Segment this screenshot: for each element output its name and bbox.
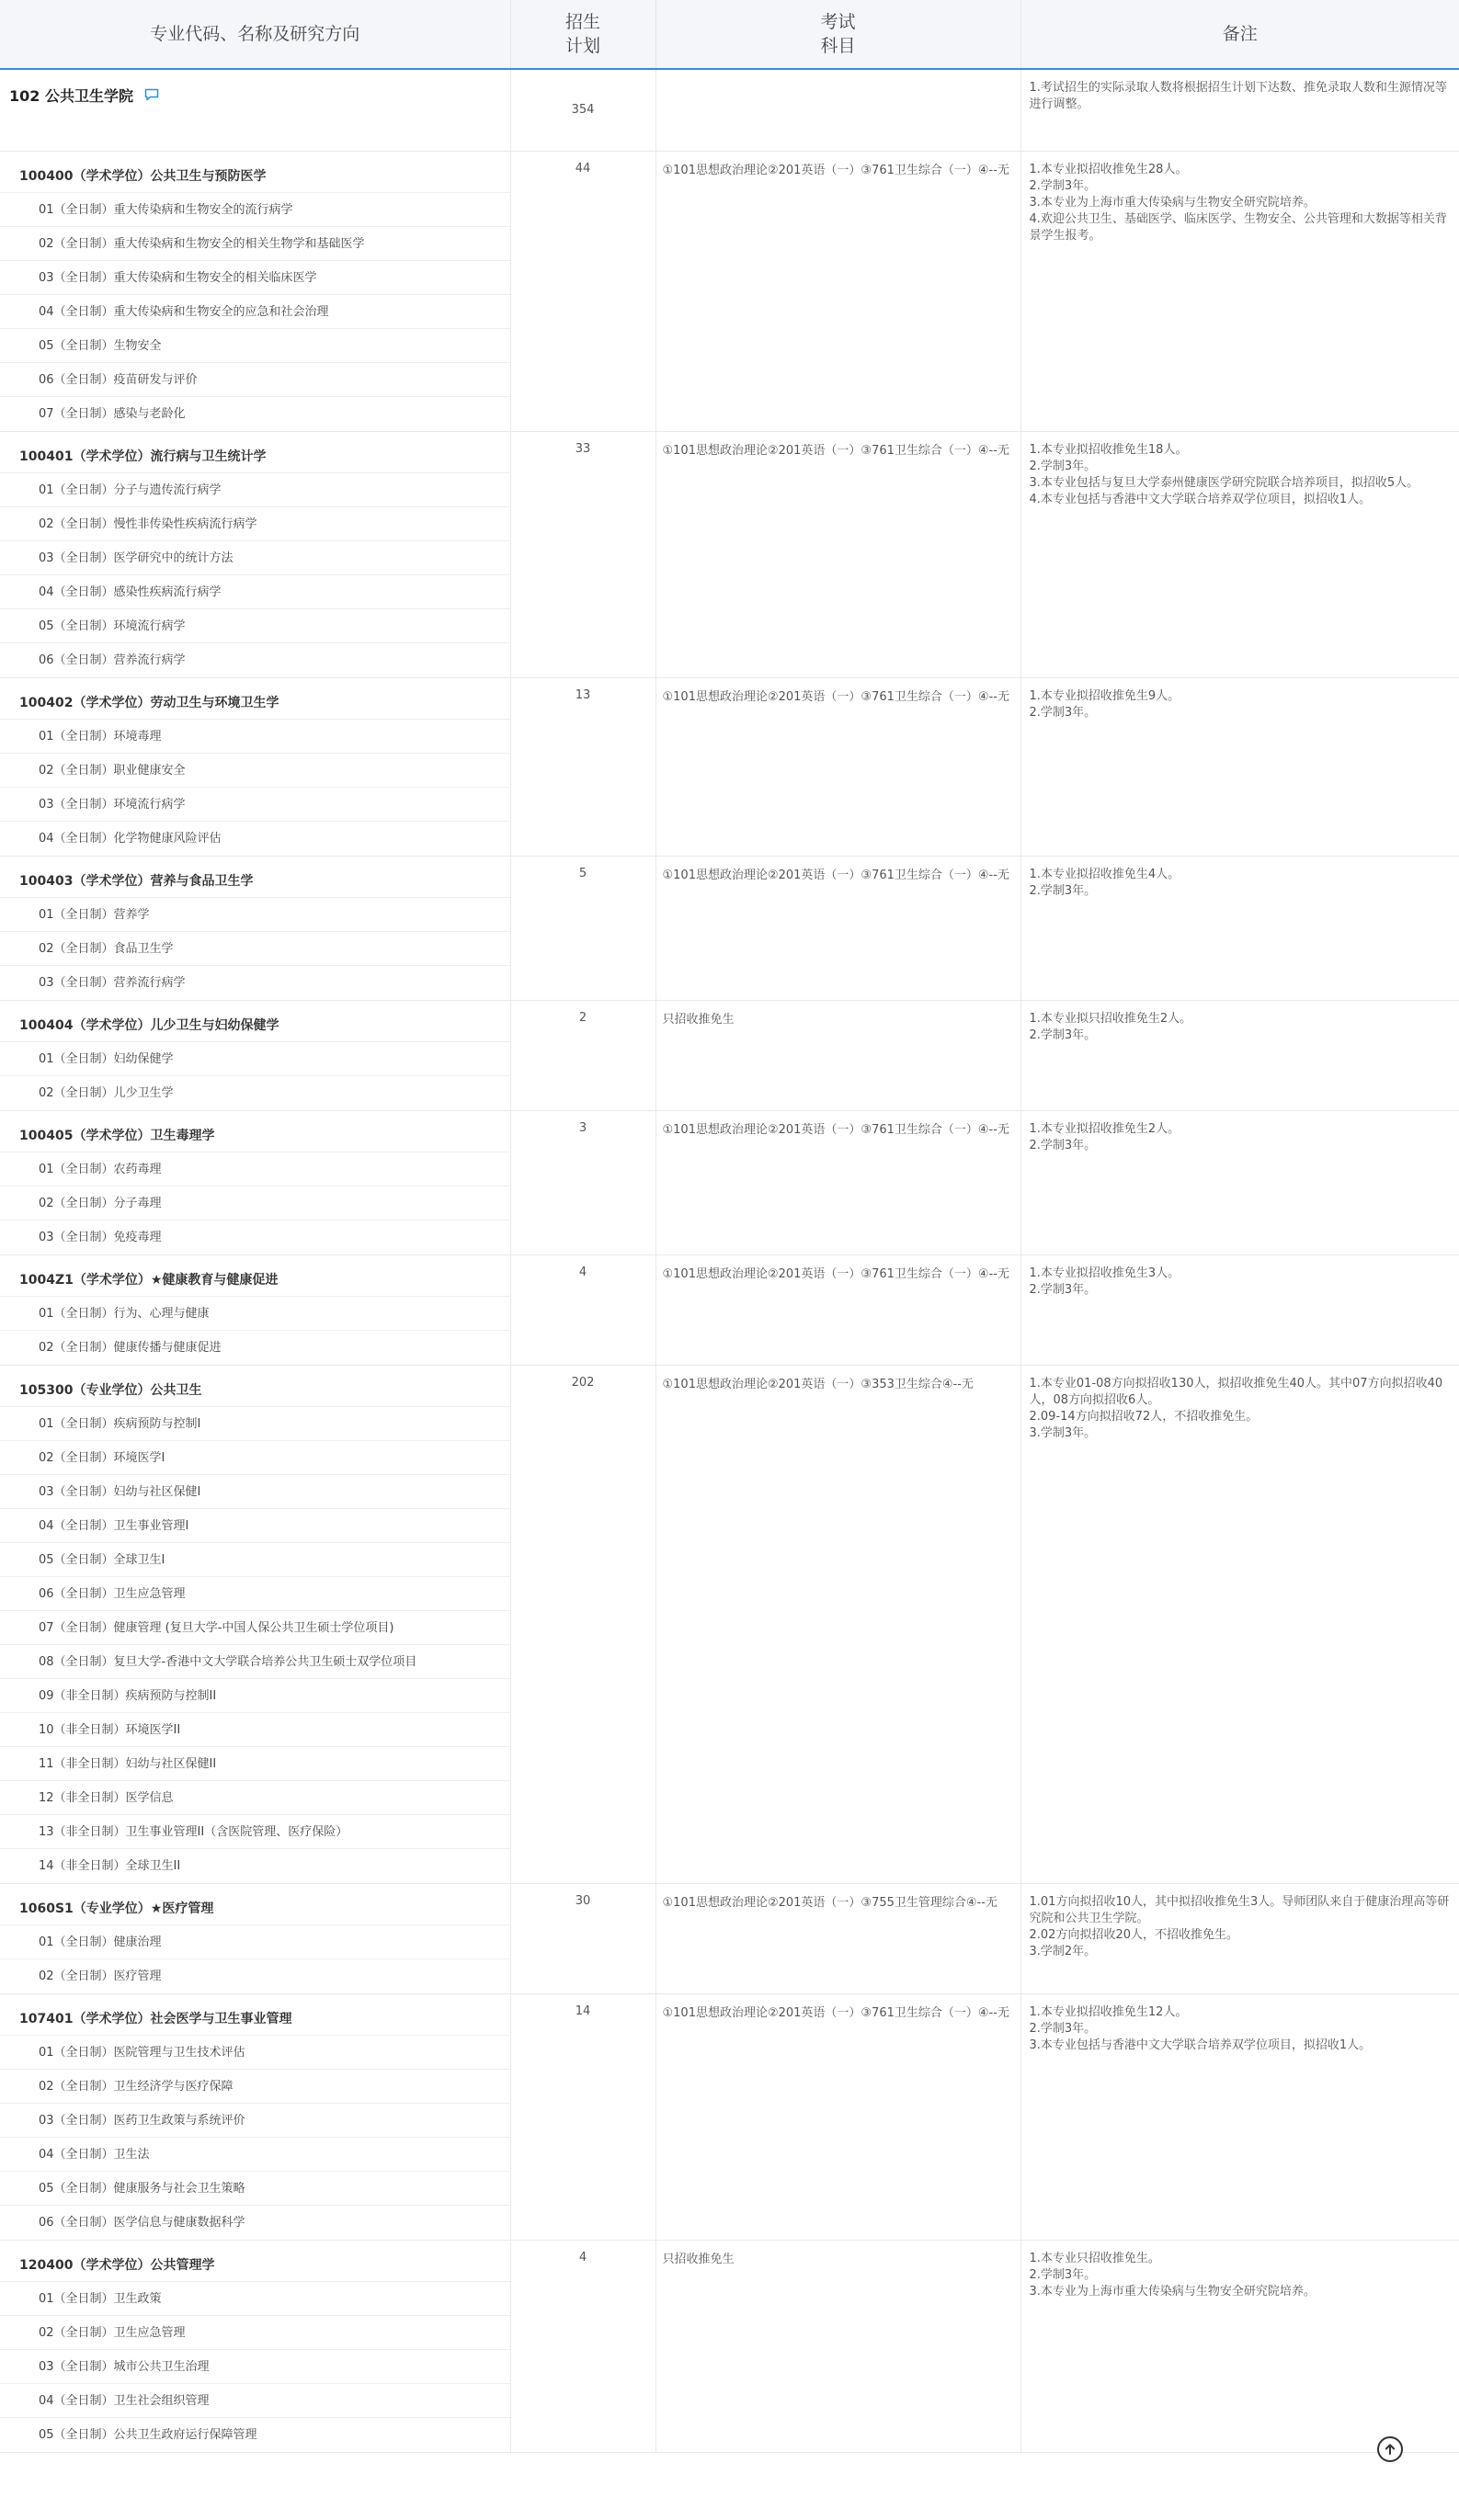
major-exam: ①101思想政治理论②201英语（一）③353卫生综合④--无 [655, 1366, 1020, 1884]
major-plan: 3 [510, 1111, 655, 1255]
note-line: 3.本专业为上海市重大传染病与生物安全研究院培养。 [1029, 2285, 1316, 2299]
major-cell [0, 1001, 510, 1111]
direction-item: 04（全日制）感染性疾病流行病学 [0, 575, 510, 609]
note-line: 3.学制3年。 [1029, 1426, 1097, 1440]
major-plan: 13 [510, 678, 655, 857]
table-header-row [0, 0, 1459, 69]
direction-item: 09（非全日制）疾病预防与控制II [0, 1679, 510, 1713]
direction-item: 02（全日制）分子毒理 [0, 1186, 510, 1220]
major-name: 100401（学术学位）流行病与卫生统计学 [0, 432, 510, 473]
direction-item: 01（全日制）环境毒理 [0, 720, 510, 754]
direction-item: 02（全日制）食品卫生学 [0, 932, 510, 966]
major-name: 120400（学术学位）公共管理学 [0, 2241, 510, 2282]
major-name: 100402（学术学位）劳动卫生与环境卫生学 [0, 678, 510, 720]
college-cell [0, 69, 510, 152]
major-cell [0, 2241, 510, 2453]
direction-item: 12（非全日制）医学信息 [0, 1781, 510, 1815]
college-plan: 354 [510, 69, 655, 152]
major-notes [1020, 678, 1459, 857]
major-exam: ①101思想政治理论②201英语（一）③761卫生综合（一）④--无 [655, 678, 1020, 857]
direction-item: 02（全日制）职业健康安全 [0, 754, 510, 788]
direction-item: 04（全日制）卫生法 [0, 2138, 510, 2172]
direction-item: 01（全日制）分子与遗传流行病学 [0, 473, 510, 507]
major-plan: 5 [510, 857, 655, 1001]
direction-item: 02（全日制）卫生经济学与医疗保障 [0, 2070, 510, 2104]
major-name: 100403（学术学位）营养与食品卫生学 [0, 857, 510, 898]
note-line: 1.本专业拟招收推免生2人。 [1029, 1122, 1180, 1136]
note-line: 1.本专业01-08方向拟招收130人，拟招收推免生40人。其中07方向拟招收40人，08方向拟招收6人。 [1029, 1377, 1443, 1407]
direction-item: 02（全日制）儿少卫生学 [39, 1086, 174, 1100]
direction-item: 13（非全日制）卫生事业管理II（含医院管理、医疗保险） [0, 1815, 510, 1849]
note-line: 2.学制3年。 [1029, 2022, 1097, 2036]
direction-item: 11（非全日制）妇幼与社区保健II [0, 1747, 510, 1781]
direction-item: 01（全日制）农药毒理 [0, 1152, 510, 1186]
direction-item: 05（全日制）公共卫生政府运行保障管理 [39, 2428, 257, 2442]
note-line: 1.本专业拟招收推免生18人。 [1029, 443, 1188, 457]
direction-item: 02（全日制）重大传染病和生物安全的相关生物学和基础医学 [0, 227, 510, 261]
direction-item: 03（全日制）环境流行病学 [0, 788, 510, 822]
direction-item: 05（全日制）环境流行病学 [0, 609, 510, 643]
major-plan: 4 [510, 1255, 655, 1366]
note-line: 1.本专业拟招收推免生4人。 [1029, 868, 1180, 881]
arrow-up-circle-icon [1384, 2443, 1396, 2456]
direction-item: 03（全日制）营养流行病学 [39, 976, 186, 990]
direction-item: 01（全日制）疾病预防与控制I [0, 1407, 510, 1441]
note-line: 4.欢迎公共卫生、基础医学、临床医学、生物安全、公共管理和大数据等相关背景学生报考。 [1029, 212, 1447, 243]
direction-item: 02（全日制）慢性非传染性疾病流行病学 [0, 507, 510, 541]
major-name: 107401（学术学位）社会医学与卫生事业管理 [0, 1994, 510, 2036]
major-cell [0, 432, 510, 678]
major-name: 1004Z1（学术学位）★健康教育与健康促进 [0, 1255, 510, 1297]
note-line: 2.09-14方向拟招收72人，不招收推免生。 [1029, 1410, 1259, 1424]
major-name: 100405（学术学位）卫生毒理学 [0, 1111, 510, 1152]
direction-item: 03（全日制）医药卫生政策与系统评价 [0, 2104, 510, 2138]
direction-item: 06（全日制）疫苗研发与评价 [0, 363, 510, 397]
major-notes [1020, 2241, 1459, 2453]
note-line: 2.学制3年。 [1029, 1283, 1097, 1297]
major-row [0, 1001, 1459, 1111]
note-line: 2.学制3年。 [1029, 1139, 1097, 1152]
direction-item: 10（非全日制）环境医学II [0, 1713, 510, 1747]
major-row [0, 1255, 1459, 1366]
direction-item: 02（全日制）健康传播与健康促进 [39, 1341, 222, 1355]
college-exam [655, 69, 1020, 152]
college-name: 102 公共卫生学院 [9, 87, 133, 105]
note-line: 2.学制3年。 [1029, 706, 1097, 720]
major-name: 100400（学术学位）公共卫生与预防医学 [0, 152, 510, 193]
major-name: 100404（学术学位）儿少卫生与妇幼保健学 [0, 1001, 510, 1042]
major-row [0, 432, 1459, 678]
note-line: 2.学制3年。 [1029, 460, 1097, 473]
major-cell [0, 1111, 510, 1255]
major-exam: 只招收推免生 [655, 2241, 1020, 2453]
direction-item: 02（全日制）环境医学I [0, 1441, 510, 1475]
college-notes [1020, 69, 1459, 152]
direction-item: 03（全日制）医学研究中的统计方法 [0, 541, 510, 575]
note-line: 1.本专业拟招收推免生9人。 [1029, 689, 1180, 703]
major-name: 1060S1（专业学位）★医疗管理 [0, 1884, 510, 1925]
direction-item: 01（全日制）医院管理与卫生技术评估 [0, 2036, 510, 2070]
major-plan: 33 [510, 432, 655, 678]
major-notes [1020, 1111, 1459, 1255]
direction-item: 04（全日制）卫生社会组织管理 [0, 2384, 510, 2418]
major-exam: ①101思想政治理论②201英语（一）③761卫生综合（一）④--无 [655, 1111, 1020, 1255]
major-cell [0, 152, 510, 432]
comment-icon[interactable] [144, 87, 159, 100]
direction-item: 02（全日制）卫生应急管理 [0, 2316, 510, 2350]
direction-item: 01（全日制）健康治理 [0, 1925, 510, 1959]
major-cell [0, 1994, 510, 2241]
major-notes [1020, 1001, 1459, 1111]
direction-item: 01（全日制）重大传染病和生物安全的流行病学 [0, 193, 510, 227]
major-row [0, 1366, 1459, 1884]
major-notes [1020, 1884, 1459, 1994]
direction-item: 01（全日制）妇幼保健学 [0, 1042, 510, 1076]
header-notes: 备注 [1020, 0, 1459, 69]
direction-item: 03（全日制）妇幼与社区保健I [0, 1475, 510, 1509]
major-plan: 4 [510, 2241, 655, 2453]
header-major: 专业代码、名称及研究方向 [0, 0, 510, 69]
direction-item: 04（全日制）化学物健康风险评估 [39, 832, 222, 846]
direction-item: 03（全日制）免疫毒理 [39, 1231, 162, 1244]
major-cell [0, 1366, 510, 1884]
direction-item: 14（非全日制）全球卫生II [39, 1859, 181, 1873]
note-line: 1.本专业拟招收推免生12人。 [1029, 2005, 1188, 2019]
major-notes [1020, 1255, 1459, 1366]
major-row [0, 857, 1459, 1001]
college-row [0, 69, 1459, 152]
major-row [0, 1111, 1459, 1255]
major-plan: 202 [510, 1366, 655, 1884]
direction-item: 06（全日制）营养流行病学 [39, 653, 186, 667]
college-title [0, 70, 510, 151]
major-row [0, 1994, 1459, 2241]
major-cell [0, 678, 510, 857]
note-line: 1.本专业只招收推免生。 [1029, 2252, 1160, 2265]
major-cell [0, 1255, 510, 1366]
major-plan: 44 [510, 152, 655, 432]
note-line: 2.学制3年。 [1029, 179, 1097, 193]
major-exam: ①101思想政治理论②201英语（一）③761卫生综合（一）④--无 [655, 857, 1020, 1001]
major-exam: ①101思想政治理论②201英语（一）③761卫生综合（一）④--无 [655, 152, 1020, 432]
note-line: 2.02方向拟招收20人，不招收推免生。 [1029, 1928, 1238, 1942]
direction-item: 04（全日制）重大传染病和生物安全的应急和社会治理 [0, 295, 510, 329]
direction-item: 03（全日制）重大传染病和生物安全的相关临床医学 [0, 261, 510, 295]
direction-item: 02（全日制）医疗管理 [39, 1969, 162, 1983]
major-notes [1020, 432, 1459, 678]
major-notes [1020, 1994, 1459, 2241]
major-exam: ①101思想政治理论②201英语（一）③761卫生综合（一）④--无 [655, 1994, 1020, 2241]
note-line: 3.本专业包括与复旦大学泰州健康医学研究院联合培养项目，拟招收5人。 [1029, 476, 1419, 490]
direction-item: 04（全日制）卫生事业管理I [0, 1509, 510, 1543]
direction-item: 06（全日制）医学信息与健康数据科学 [39, 2216, 245, 2230]
note-line: 2.学制3年。 [1029, 884, 1097, 898]
direction-item: 01（全日制）卫生政策 [0, 2282, 510, 2316]
major-cell [0, 857, 510, 1001]
direction-item: 08（全日制）复旦大学-香港中文大学联合培养公共卫生硕士双学位项目 [0, 1645, 510, 1679]
header-plan: 招生 计划 [510, 0, 655, 69]
note-line: 1.本专业拟只招收推免生2人。 [1029, 1012, 1192, 1026]
major-exam: ①101思想政治理论②201英语（一）③761卫生综合（一）④--无 [655, 1255, 1020, 1366]
header-exam: 考试 科目 [655, 0, 1020, 69]
back-to-top-button[interactable] [1377, 2436, 1403, 2462]
note-line: 2.学制3年。 [1029, 1028, 1097, 1042]
major-exam: ①101思想政治理论②201英语（一）③761卫生综合（一）④--无 [655, 432, 1020, 678]
major-notes [1020, 1366, 1459, 1884]
major-row [0, 678, 1459, 857]
major-cell [0, 1884, 510, 1994]
direction-item: 05（全日制）全球卫生I [0, 1543, 510, 1577]
direction-item: 07（全日制）感染与老龄化 [39, 407, 186, 421]
major-plan: 2 [510, 1001, 655, 1111]
note-line: 3.学制2年。 [1029, 1945, 1097, 1958]
direction-item: 05（全日制）健康服务与社会卫生策略 [0, 2172, 510, 2206]
major-row [0, 152, 1459, 432]
note-line: 2.学制3年。 [1029, 2268, 1097, 2282]
direction-item: 05（全日制）生物安全 [0, 329, 510, 363]
major-exam: ①101思想政治理论②201英语（一）③755卫生管理综合④--无 [655, 1884, 1020, 1994]
direction-item: 03（全日制）城市公共卫生治理 [0, 2350, 510, 2384]
major-plan: 30 [510, 1884, 655, 1994]
note-line: 1.本专业拟招收推免生3人。 [1029, 1266, 1180, 1280]
major-exam: 只招收推免生 [655, 1001, 1020, 1111]
major-notes [1020, 857, 1459, 1001]
major-plan: 14 [510, 1994, 655, 2241]
major-row [0, 2241, 1459, 2453]
note-line: 1.01方向拟招收10人，其中拟招收推免生3人。导师团队来自于健康治理高等研究院和公共卫生学院。 [1029, 1895, 1450, 1925]
direction-item: 06（全日制）卫生应急管理 [0, 1577, 510, 1611]
college-note: 1.考试招生的实际录取人数将根据招生计划下达数、推免录取人数和生源情况等进行调整。 [1029, 81, 1447, 111]
note-line: 3.本专业包括与香港中文大学联合培养双学位项目，拟招收1人。 [1029, 2038, 1372, 2052]
direction-item: 07（全日制）健康管理 (复旦大学-中国人保公共卫生硕士学位项目) [0, 1611, 510, 1645]
note-line: 3.本专业为上海市重大传染病与生物安全研究院培养。 [1029, 196, 1316, 210]
major-name: 105300（专业学位）公共卫生 [0, 1366, 510, 1407]
direction-item: 01（全日制）行为、心理与健康 [0, 1297, 510, 1331]
major-notes [1020, 152, 1459, 432]
note-line: 1.本专业拟招收推免生28人。 [1029, 163, 1188, 176]
major-row [0, 1884, 1459, 1994]
direction-item: 01（全日制）营养学 [0, 898, 510, 932]
note-line: 4.本专业包括与香港中文大学联合培养双学位项目，拟招收1人。 [1029, 493, 1372, 506]
